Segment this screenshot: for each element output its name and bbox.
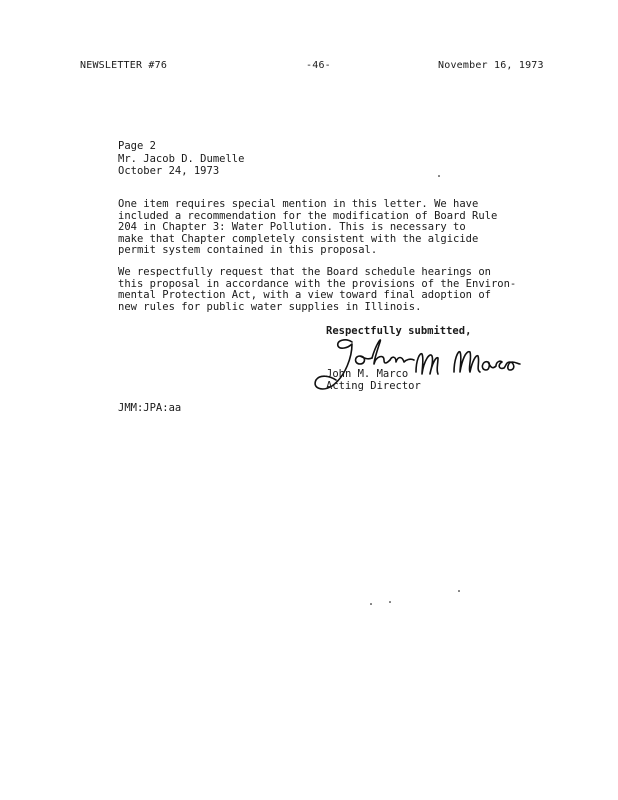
address-block [118, 140, 244, 178]
page-number: -46- [306, 60, 331, 71]
recipient-name: Mr. Jacob D. Dumelle [118, 152, 245, 165]
closing-line: Respectfully submitted, [326, 325, 472, 337]
letter-date: October 24, 1973 [118, 165, 220, 177]
scan-speck [370, 603, 372, 605]
body-paragraph-2: We respectfully request that the Board schedule hearings on this proposal in accordance with the provisions of the Environ- mental Protection Act, with a view toward final adoption of new rules for public water supplies in Illinois. [118, 266, 517, 313]
signer-block [326, 368, 421, 392]
newsletter-number: NEWSLETTER #76 [80, 60, 168, 71]
scan-speck [389, 601, 391, 603]
letter-page-label: Page 2 [118, 140, 156, 152]
signer-name: John M. Marco [326, 368, 409, 380]
scan-speck [458, 590, 460, 592]
newsletter-date: November 16, 1973 [438, 60, 544, 71]
reference-initials: JMM:JPA:aa [118, 402, 182, 414]
body-paragraph-1: One item requires special mention in this letter. We have included a recommendation for the modification of Board Rule 204 in Chapter 3: Water Pollution. This is necessary to make that Chapter completely consistent with the algicide permit system contained in this proposal. [118, 198, 498, 257]
signer-title: Acting Director [326, 380, 421, 392]
scan-speck [438, 175, 440, 177]
